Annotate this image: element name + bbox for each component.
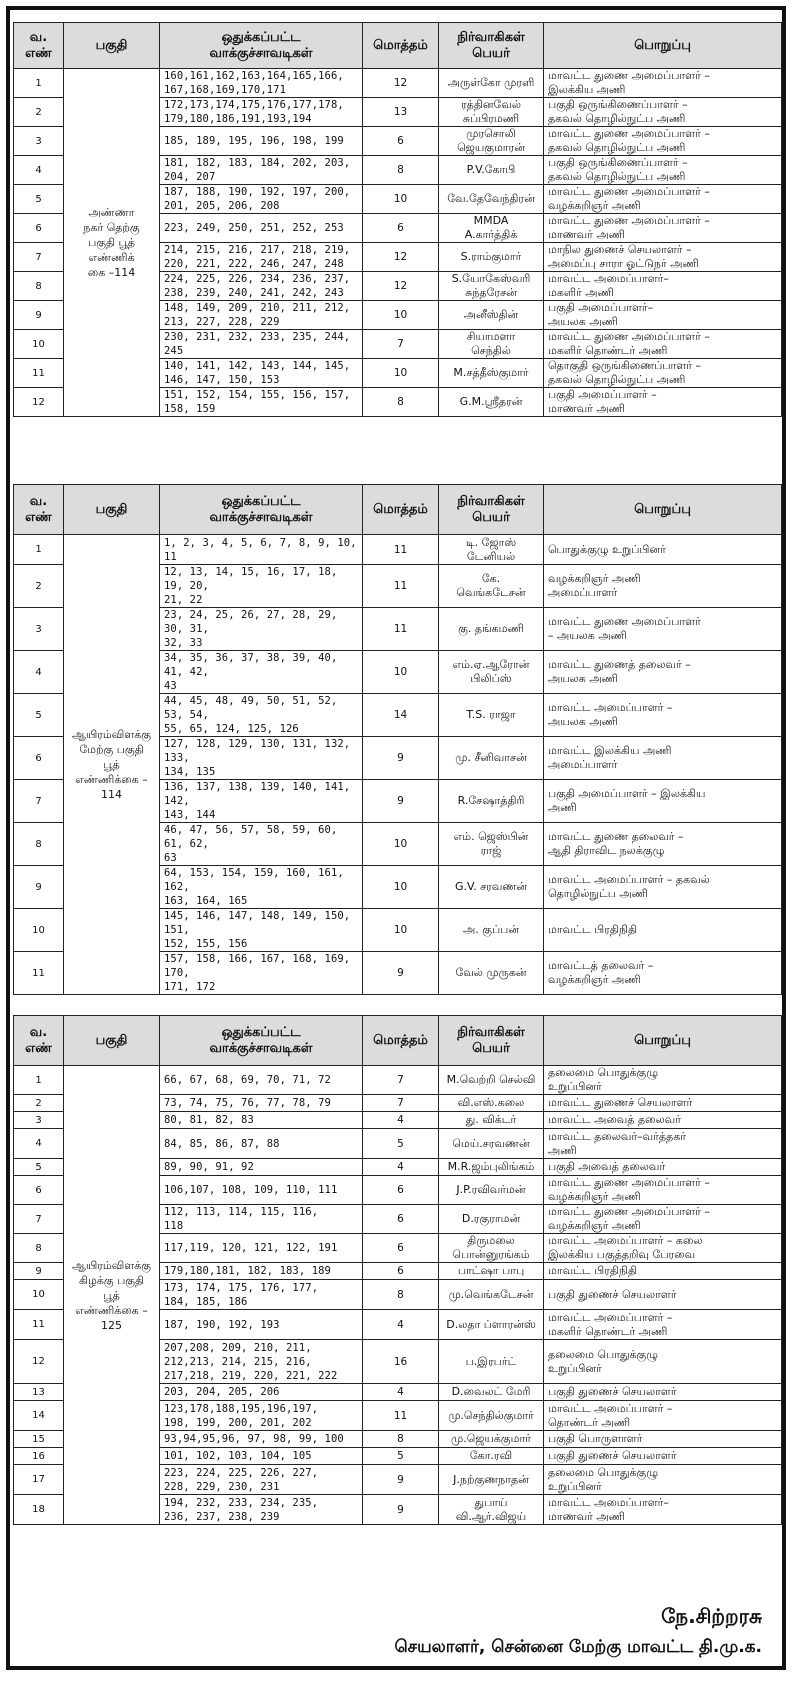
serial-number: 3 bbox=[14, 127, 64, 156]
serial-number: 16 bbox=[14, 1448, 64, 1465]
official-name: டி. ஜோஸ் டேனியல் bbox=[439, 535, 544, 565]
booth-list: 179,180,181, 182, 183, 189 bbox=[160, 1263, 363, 1280]
serial-number: 8 bbox=[14, 823, 64, 866]
booth-total: 10 bbox=[363, 301, 439, 330]
booth-total: 6 bbox=[363, 1205, 439, 1234]
official-name: எம். ஜெஸ்பின் ராஜ் bbox=[439, 823, 544, 866]
booth-total: 8 bbox=[363, 1280, 439, 1310]
booth-total: 7 bbox=[363, 1095, 439, 1112]
official-name: J.நற்குணநாதன் bbox=[439, 1465, 544, 1495]
booth-total: 10 bbox=[363, 823, 439, 866]
header-area: பகுதி bbox=[64, 485, 160, 535]
booth-total: 13 bbox=[363, 98, 439, 127]
official-role: மாவட்ட துணை அமைப்பாளர் – வழக்கறிஞர் அணி bbox=[544, 185, 782, 214]
official-role: மாவட்ட பிரதிநிதி bbox=[544, 909, 782, 952]
serial-number: 8 bbox=[14, 1234, 64, 1263]
booth-list: 123,178,188,195,196,197, 198, 199, 200, 201, 202 bbox=[160, 1401, 363, 1431]
booth-total: 11 bbox=[363, 565, 439, 608]
booth-list: 194, 232, 233, 234, 235, 236, 237, 238, 239 bbox=[160, 1495, 363, 1525]
official-name: சியாமளா செந்தில் bbox=[439, 330, 544, 359]
official-role: மாவட்ட அமைப்பாளர் – மகளிர் தொண்டர் அணி bbox=[544, 1310, 782, 1340]
booth-list: 173, 174, 175, 176, 177, 184, 185, 186 bbox=[160, 1280, 363, 1310]
booth-total: 7 bbox=[363, 330, 439, 359]
serial-number: 17 bbox=[14, 1465, 64, 1495]
official-role: மாவட்ட அமைப்பாளர்– மகளிர் அணி bbox=[544, 272, 782, 301]
booth-list: 185, 189, 195, 196, 198, 199 bbox=[160, 127, 363, 156]
booth-list: 44, 45, 48, 49, 50, 51, 52, 53, 54, 55, 65, 124, 125, 126 bbox=[160, 694, 363, 737]
signatory-title: செயலாளர், சென்னை மேற்கு மாவட்ட தி.மு.க. bbox=[394, 1637, 762, 1657]
booth-list: 214, 215, 216, 217, 218, 219, 220, 221, 222, 246, 247, 248 bbox=[160, 243, 363, 272]
booth-list: 181, 182, 183, 184, 202, 203, 204, 207 bbox=[160, 156, 363, 185]
official-role: மாவட்ட துணைச் செயலாளர் bbox=[544, 1095, 782, 1112]
header-area: பகுதி bbox=[64, 23, 160, 69]
booth-total: 10 bbox=[363, 866, 439, 909]
booth-list: 80, 81, 82, 83 bbox=[160, 1112, 363, 1129]
official-role: பகுதி அவைத் தலைவர் bbox=[544, 1159, 782, 1176]
official-role: மாநில துணைச் செயலாளர் – அமைப்பு சாரா ஓட்டுநர் அணி bbox=[544, 243, 782, 272]
official-role: தலைமை பொதுக்குழு உறுப்பினர் bbox=[544, 1340, 782, 1384]
signatory-name: நே.சிற்றரசு bbox=[661, 1604, 762, 1628]
header-name: நிர்வாகிகள் பெயர் bbox=[439, 23, 544, 69]
official-role: மாவட்ட அமைப்பாளர் – தொண்டர் அணி bbox=[544, 1401, 782, 1431]
official-role: பகுதி அமைப்பாளர் – மாணவர் அணி bbox=[544, 388, 782, 417]
booth-list: 151, 152, 154, 155, 156, 157, 158, 159 bbox=[160, 388, 363, 417]
serial-number: 15 bbox=[14, 1431, 64, 1448]
booth-total: 9 bbox=[363, 780, 439, 823]
official-name: துபாய் வி.ஆர்.விஜய் bbox=[439, 1495, 544, 1525]
roster-table bbox=[13, 484, 782, 995]
official-role: மாவட்ட தலைவர்–வர்த்தகர் அணி bbox=[544, 1129, 782, 1159]
booth-total: 16 bbox=[363, 1340, 439, 1384]
booth-total: 10 bbox=[363, 359, 439, 388]
booth-total: 4 bbox=[363, 1384, 439, 1401]
booth-list: 89, 90, 91, 92 bbox=[160, 1159, 363, 1176]
official-name: மு.செந்தில்குமார் bbox=[439, 1401, 544, 1431]
official-name: வேல் முருகன் bbox=[439, 952, 544, 995]
official-name: கு. தங்கமணி bbox=[439, 608, 544, 651]
official-role: பகுதி பொருளாளர் bbox=[544, 1431, 782, 1448]
header-no: வ. எண் bbox=[14, 23, 64, 69]
serial-number: 9 bbox=[14, 1263, 64, 1280]
booth-list: 203, 204, 205, 206 bbox=[160, 1384, 363, 1401]
booth-list: 93,94,95,96, 97, 98, 99, 100 bbox=[160, 1431, 363, 1448]
serial-number: 5 bbox=[14, 185, 64, 214]
serial-number: 2 bbox=[14, 98, 64, 127]
booth-list: 64, 153, 154, 159, 160, 161, 162, 163, 164, 165 bbox=[160, 866, 363, 909]
header-total: மொத்தம் bbox=[363, 23, 439, 69]
serial-number: 12 bbox=[14, 1340, 64, 1384]
serial-number: 12 bbox=[14, 388, 64, 417]
official-name: மு. சீனிவாசன் bbox=[439, 737, 544, 780]
booth-list: 187, 188, 190, 192, 197, 200, 201, 205, 206, 208 bbox=[160, 185, 363, 214]
booth-list: 127, 128, 129, 130, 131, 132, 133, 134, 135 bbox=[160, 737, 363, 780]
official-role: பகுதி துணைச் செயலாளர் bbox=[544, 1280, 782, 1310]
official-role: மாவட்ட பிரதிநிதி bbox=[544, 1263, 782, 1280]
header-no: வ. எண் bbox=[14, 1016, 64, 1066]
official-name: கோ.ரவி bbox=[439, 1448, 544, 1465]
serial-number: 4 bbox=[14, 1129, 64, 1159]
booth-total: 8 bbox=[363, 388, 439, 417]
official-name: MMDA A.கார்த்திக் bbox=[439, 214, 544, 243]
official-role: மாவட்ட இலக்கிய அணி அமைப்பாளர் bbox=[544, 737, 782, 780]
booth-list: 160,161,162,163,164,165,166, 167,168,169,170,171 bbox=[160, 69, 363, 98]
serial-number: 7 bbox=[14, 243, 64, 272]
document-page bbox=[6, 6, 786, 1670]
booth-total: 9 bbox=[363, 737, 439, 780]
booth-total: 8 bbox=[363, 1431, 439, 1448]
serial-number: 18 bbox=[14, 1495, 64, 1525]
official-role: பகுதி துணைச் செயலாளர் bbox=[544, 1448, 782, 1465]
serial-number: 3 bbox=[14, 608, 64, 651]
serial-number: 8 bbox=[14, 272, 64, 301]
official-role: மாவட்டத் தலைவர் – வழக்கறிஞர் அணி bbox=[544, 952, 782, 995]
booth-total: 4 bbox=[363, 1310, 439, 1340]
booth-list: 12, 13, 14, 15, 16, 17, 18, 19, 20, 21, 22 bbox=[160, 565, 363, 608]
official-name: G.V. சரவணன் bbox=[439, 866, 544, 909]
official-name: ப.இரபர்ட் bbox=[439, 1340, 544, 1384]
booth-list: 187, 190, 192, 193 bbox=[160, 1310, 363, 1340]
serial-number: 3 bbox=[14, 1112, 64, 1129]
serial-number: 4 bbox=[14, 651, 64, 694]
booth-list: 112, 113, 114, 115, 116, 118 bbox=[160, 1205, 363, 1234]
booth-total: 4 bbox=[363, 1112, 439, 1129]
official-name: திருமலை பொன்னுரங்கம் bbox=[439, 1234, 544, 1263]
serial-number: 7 bbox=[14, 1205, 64, 1234]
official-name: கே. வெங்கடேசன் bbox=[439, 565, 544, 608]
booth-list: 223, 224, 225, 226, 227, 228, 229, 230, 231 bbox=[160, 1465, 363, 1495]
header-booths: ஒதுக்கப்பட்ட வாக்குச்சாவடிகள் bbox=[160, 485, 363, 535]
official-role: மாவட்ட அமைப்பாளர் – அயலக அணி bbox=[544, 694, 782, 737]
official-name: வே.தேவேந்திரன் bbox=[439, 185, 544, 214]
booth-total: 9 bbox=[363, 1495, 439, 1525]
booth-total: 11 bbox=[363, 1401, 439, 1431]
official-role: மாவட்ட துணை அமைப்பாளர் – வழக்கறிஞர் அணி bbox=[544, 1176, 782, 1205]
booth-list: 46, 47, 56, 57, 58, 59, 60, 61, 62, 63 bbox=[160, 823, 363, 866]
official-name: S.ராம்குமார் bbox=[439, 243, 544, 272]
table-row bbox=[14, 1066, 782, 1095]
official-name: J.P.ரவிவர்மன் bbox=[439, 1176, 544, 1205]
official-name: முரசொலி ஜெயகுமாரன் bbox=[439, 127, 544, 156]
booth-total: 6 bbox=[363, 1263, 439, 1280]
official-name: D.ரகுராமன் bbox=[439, 1205, 544, 1234]
booth-total: 5 bbox=[363, 1448, 439, 1465]
official-name: M.சத்தீஸ்குமார் bbox=[439, 359, 544, 388]
roster-table bbox=[13, 1015, 782, 1525]
official-role: தலைமை பொதுக்குழு உறுப்பினர் bbox=[544, 1465, 782, 1495]
serial-number: 4 bbox=[14, 156, 64, 185]
booth-total: 7 bbox=[363, 1066, 439, 1095]
header-no: வ. எண் bbox=[14, 485, 64, 535]
booth-total: 14 bbox=[363, 694, 439, 737]
booth-list: 224, 225, 226, 234, 236, 237, 238, 239, 240, 241, 242, 243 bbox=[160, 272, 363, 301]
booth-list: 172,173,174,175,176,177,178, 179,180,186,191,193,194 bbox=[160, 98, 363, 127]
booth-total: 6 bbox=[363, 1234, 439, 1263]
header-booths: ஒதுக்கப்பட்ட வாக்குச்சாவடிகள் bbox=[160, 1016, 363, 1066]
official-name: து. விக்டர் bbox=[439, 1112, 544, 1129]
booth-total: 12 bbox=[363, 69, 439, 98]
booth-list: 136, 137, 138, 139, 140, 141, 142, 143, 144 bbox=[160, 780, 363, 823]
serial-number: 11 bbox=[14, 952, 64, 995]
official-role: மாவட்ட அமைப்பாளர் – கலை இலக்கிய பகுத்தறிவு பேரவை bbox=[544, 1234, 782, 1263]
booth-list: 34, 35, 36, 37, 38, 39, 40, 41, 42, 43 bbox=[160, 651, 363, 694]
booth-list: 23, 24, 25, 26, 27, 28, 29, 30, 31, 32, 33 bbox=[160, 608, 363, 651]
official-role: மாவட்ட அவைத் தலைவர் bbox=[544, 1112, 782, 1129]
booth-total: 6 bbox=[363, 1176, 439, 1205]
serial-number: 1 bbox=[14, 535, 64, 565]
signature-block bbox=[394, 1602, 762, 1660]
booth-total: 10 bbox=[363, 185, 439, 214]
serial-number: 11 bbox=[14, 1310, 64, 1340]
official-role: தொகுதி ஒருங்கிணைப்பாளர் – தகவல் தொழில்நுட்ப அணி bbox=[544, 359, 782, 388]
official-name: M.வெற்றி செல்வி bbox=[439, 1066, 544, 1095]
booth-total: 5 bbox=[363, 1129, 439, 1159]
booth-list: 1, 2, 3, 4, 5, 6, 7, 8, 9, 10, 11 bbox=[160, 535, 363, 565]
official-name: வி.எஸ்.கலை bbox=[439, 1095, 544, 1112]
official-name: S.யோகேஸ்வரி சுந்தரேசன் bbox=[439, 272, 544, 301]
official-role: மாவட்ட துணை அமைப்பாளர் – மாணவர் அணி bbox=[544, 214, 782, 243]
serial-number: 2 bbox=[14, 1095, 64, 1112]
serial-number: 9 bbox=[14, 866, 64, 909]
header-role: பொறுப்பு bbox=[544, 23, 782, 69]
area-cell: ஆயிரம்விளக்கு கிழக்கு பகுதி பூத் எண்ணிக்கை – 125 bbox=[64, 1066, 160, 1525]
official-name: எம்.ஏ.ஆரோன் பிலிப்ஸ் bbox=[439, 651, 544, 694]
official-role: மாவட்ட துணை அமைப்பாளர் – வழக்கறிஞர் அணி bbox=[544, 1205, 782, 1234]
serial-number: 5 bbox=[14, 1159, 64, 1176]
booth-list: 66, 67, 68, 69, 70, 71, 72 bbox=[160, 1066, 363, 1095]
booth-list: 223, 249, 250, 251, 252, 253 bbox=[160, 214, 363, 243]
official-name: P.V.கோபி bbox=[439, 156, 544, 185]
booth-list: 84, 85, 86, 87, 88 bbox=[160, 1129, 363, 1159]
booth-total: 4 bbox=[363, 1159, 439, 1176]
official-role: மாவட்ட துணை அமைப்பாளர் – தகவல் தொழில்நுட்ப அணி bbox=[544, 127, 782, 156]
official-role: மாவட்ட துணை அமைப்பாளர் – மகளிர் தொண்டர் அணி bbox=[544, 330, 782, 359]
booth-total: 8 bbox=[363, 156, 439, 185]
official-name: D.வைலட் மேரி bbox=[439, 1384, 544, 1401]
table-row bbox=[14, 535, 782, 565]
booth-total: 6 bbox=[363, 127, 439, 156]
serial-number: 2 bbox=[14, 565, 64, 608]
serial-number: 6 bbox=[14, 737, 64, 780]
official-role: பகுதி ஒருங்கிணைப்பாளர் – தகவல் தொழில்நுட்ப அணி bbox=[544, 156, 782, 185]
serial-number: 10 bbox=[14, 1280, 64, 1310]
official-name: பாட்ஷா பாபு bbox=[439, 1263, 544, 1280]
official-role: மாவட்ட அமைப்பாளர்– மாணவர் அணி bbox=[544, 1495, 782, 1525]
booth-list: 148, 149, 209, 210, 211, 212, 213, 227, 228, 229 bbox=[160, 301, 363, 330]
header-area: பகுதி bbox=[64, 1016, 160, 1066]
booth-total: 10 bbox=[363, 909, 439, 952]
official-role: வழக்கறிஞர் அணி அமைப்பாளர் bbox=[544, 565, 782, 608]
area-cell: ஆயிரம்விளக்கு மேற்கு பகுதி பூத் எண்ணிக்கை – 114 bbox=[64, 535, 160, 995]
serial-number: 6 bbox=[14, 214, 64, 243]
roster-table bbox=[13, 22, 782, 417]
official-role: பகுதி துணைச் செயலாளர் bbox=[544, 1384, 782, 1401]
serial-number: 13 bbox=[14, 1384, 64, 1401]
official-name: மு.ஜெயக்குமார் bbox=[439, 1431, 544, 1448]
official-name: R.சேஷாத்திரி bbox=[439, 780, 544, 823]
booth-list: 140, 141, 142, 143, 144, 145, 146, 147, 150, 153 bbox=[160, 359, 363, 388]
official-role: பொதுக்குழு உறுப்பினர் bbox=[544, 535, 782, 565]
serial-number: 11 bbox=[14, 359, 64, 388]
booth-list: 157, 158, 166, 167, 168, 169, 170, 171, 172 bbox=[160, 952, 363, 995]
booth-total: 11 bbox=[363, 535, 439, 565]
booth-list: 145, 146, 147, 148, 149, 150, 151, 152, 155, 156 bbox=[160, 909, 363, 952]
serial-number: 9 bbox=[14, 301, 64, 330]
booth-total: 11 bbox=[363, 608, 439, 651]
header-booths: ஒதுக்கப்பட்ட வாக்குச்சாவடிகள் bbox=[160, 23, 363, 69]
official-name: G.M.ஸ்ரீதரன் bbox=[439, 388, 544, 417]
serial-number: 6 bbox=[14, 1176, 64, 1205]
booth-list: 207,208, 209, 210, 211, 212,213, 214, 215, 216, 217,218, 219, 220, 221, 222 bbox=[160, 1340, 363, 1384]
serial-number: 10 bbox=[14, 330, 64, 359]
header-role: பொறுப்பு bbox=[544, 1016, 782, 1066]
booth-total: 12 bbox=[363, 243, 439, 272]
official-name: அ. குப்பன் bbox=[439, 909, 544, 952]
booth-list: 230, 231, 232, 233, 235, 244, 245 bbox=[160, 330, 363, 359]
booth-list: 117,119, 120, 121, 122, 191 bbox=[160, 1234, 363, 1263]
header-name: நிர்வாகிகள் பெயர் bbox=[439, 1016, 544, 1066]
serial-number: 5 bbox=[14, 694, 64, 737]
official-role: மாவட்ட துணை அமைப்பாளர் – அயலக அணி bbox=[544, 608, 782, 651]
header-role: பொறுப்பு bbox=[544, 485, 782, 535]
booth-total: 9 bbox=[363, 952, 439, 995]
booth-total: 6 bbox=[363, 214, 439, 243]
official-role: பகுதி அமைப்பாளர் – இலக்கிய அணி bbox=[544, 780, 782, 823]
serial-number: 1 bbox=[14, 69, 64, 98]
official-role: மாவட்ட துணை அமைப்பாளர் – இலக்கிய அணி bbox=[544, 69, 782, 98]
booth-list: 106,107, 108, 109, 110, 111 bbox=[160, 1176, 363, 1205]
table-row bbox=[14, 69, 782, 98]
booth-total: 10 bbox=[363, 651, 439, 694]
official-role: பகுதி ஒருங்கிணைப்பாளர் – தகவல் தொழில்நுட்ப அணி bbox=[544, 98, 782, 127]
header-name: நிர்வாகிகள் பெயர் bbox=[439, 485, 544, 535]
official-name: ரத்தினவேல் சுப்பிரமணி bbox=[439, 98, 544, 127]
booth-total: 12 bbox=[363, 272, 439, 301]
official-role: தலைமை பொதுக்குழு உறுப்பினர் bbox=[544, 1066, 782, 1095]
serial-number: 7 bbox=[14, 780, 64, 823]
official-name: அருள்கோ முரளி bbox=[439, 69, 544, 98]
booth-list: 101, 102, 103, 104, 105 bbox=[160, 1448, 363, 1465]
header-total: மொத்தம் bbox=[363, 485, 439, 535]
official-name: மு.வெங்கடேசன் bbox=[439, 1280, 544, 1310]
serial-number: 10 bbox=[14, 909, 64, 952]
header-total: மொத்தம் bbox=[363, 1016, 439, 1066]
official-name: அனீஸ்தின் bbox=[439, 301, 544, 330]
serial-number: 14 bbox=[14, 1401, 64, 1431]
official-role: மாவட்ட துணை தலைவர் – ஆதி திராவிட நலக்குழு bbox=[544, 823, 782, 866]
official-role: மாவட்ட துணைத் தலைவர் – அயலக அணி bbox=[544, 651, 782, 694]
area-cell: அண்ணா நகர் தெற்கு பகுதி பூத் எண்ணிக் கை –114 bbox=[64, 69, 160, 417]
booth-total: 9 bbox=[363, 1465, 439, 1495]
official-name: M.R.ஜம்புலிங்கம் bbox=[439, 1159, 544, 1176]
official-role: பகுதி அமைப்பாளர்– அயலக அணி bbox=[544, 301, 782, 330]
official-name: மெய்.சரவணன் bbox=[439, 1129, 544, 1159]
official-name: T.S. ராஜா bbox=[439, 694, 544, 737]
official-name: D.லதா ப்ளாரன்ஸ் bbox=[439, 1310, 544, 1340]
booth-list: 73, 74, 75, 76, 77, 78, 79 bbox=[160, 1095, 363, 1112]
official-role: மாவட்ட அமைப்பாளர் – தகவல் தொழில்நுட்ப அணி bbox=[544, 866, 782, 909]
serial-number: 1 bbox=[14, 1066, 64, 1095]
